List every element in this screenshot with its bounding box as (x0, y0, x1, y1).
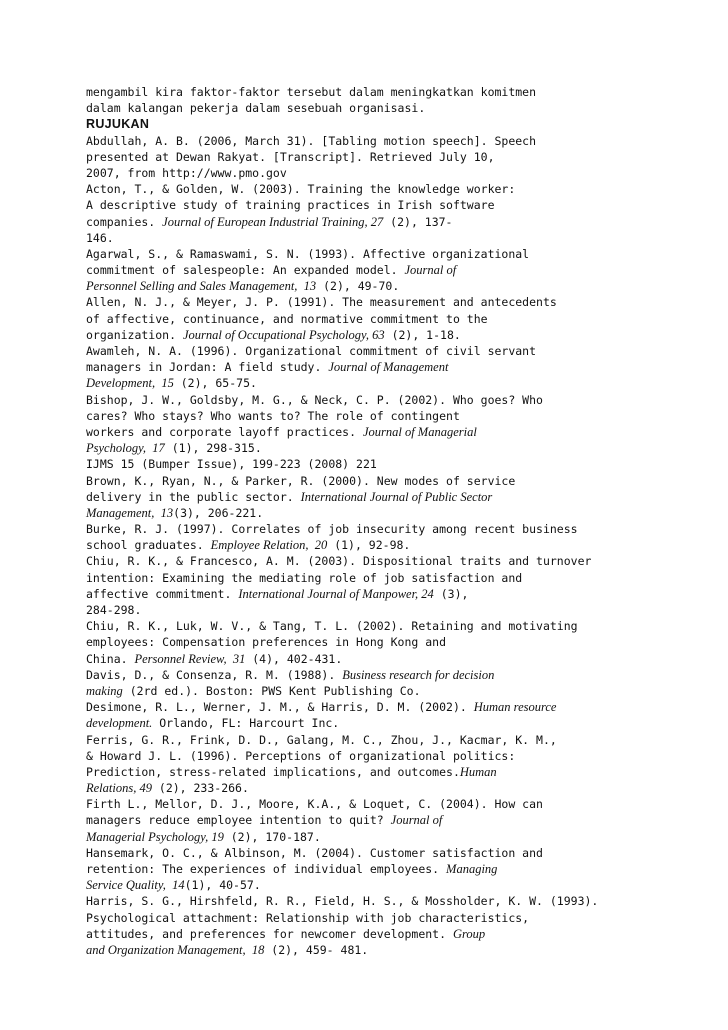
italic-segment: Personnel Review, 31 (134, 651, 246, 666)
text-segment: (2), 137- (383, 214, 453, 229)
reference-line (86, 893, 706, 909)
reference-line (86, 408, 706, 424)
italic-segment: Journal of (404, 263, 457, 278)
reference-line (86, 942, 706, 958)
italic-segment: Management, 13 (86, 505, 174, 520)
text-segment: Chiu, R. K., Luk, W. V., & Tang, T. L. (2002). Retaining and motivating (86, 619, 578, 634)
reference-line (86, 230, 706, 246)
text-segment: (2), 1-18. (384, 327, 461, 342)
reference-line (86, 926, 706, 942)
text-segment: Firth L., Mellor, D. J., Moore, K.A., & Loquet, C. (2004). How can (86, 797, 543, 812)
text-segment: Awamleh, N. A. (1996). Organizational commitment of civil servant (86, 344, 537, 358)
reference-line (86, 343, 706, 359)
text-segment: Allen, N. J., & Meyer, J. P. (1991). The measurement and antecedents (86, 295, 557, 310)
reference-line (86, 359, 706, 375)
italic-segment: making (86, 683, 123, 698)
text-segment: retention: The experiences of individual employees. (86, 862, 447, 876)
reference-line (86, 699, 706, 715)
text-segment: presented at Dewan Rakyat. [Transcript]. Retrieved July 10, (86, 149, 495, 164)
italic-segment: Personnel Selling and Sales Management, 13 (86, 279, 317, 294)
reference-line (86, 829, 706, 845)
reference-line (86, 537, 706, 553)
text-segment: (4), 402-431. (245, 651, 343, 666)
text-segment: attitudes, and preferences for newcomer development. (86, 926, 453, 941)
text-segment: (2), 233-266. (151, 781, 249, 796)
reference-line (86, 553, 706, 569)
reference-line (86, 570, 706, 586)
reference-line (86, 327, 706, 343)
text-segment: Davis, D., & Consenza, R. M. (1988). (86, 667, 343, 682)
text-segment: Chiu, R. K., & Francesco, A. M. (2003). Dispositional traits and turnover (86, 554, 592, 569)
text-segment: Acton, T., & Golden, W. (2003). Training the knowledge worker: (86, 182, 516, 197)
text-segment: of affective, continuance, and normative commitment to the (86, 311, 488, 326)
italic-segment: Psychology, 17 (86, 441, 165, 456)
intro-line: dalam kalangan pekerja dalam sesebuah organisasi. (86, 101, 426, 116)
text-segment: school graduates. (86, 538, 211, 553)
reference-line (86, 732, 706, 748)
text-segment: managers reduce employee intention to quit? (86, 813, 391, 828)
italic-segment: development. (86, 716, 153, 731)
reference-line (86, 214, 706, 230)
italic-segment: Human resource (473, 700, 557, 715)
reference-line (86, 877, 706, 893)
reference-line (86, 651, 706, 667)
reference-line (86, 845, 706, 861)
reference-line (86, 294, 706, 310)
text-segment: IJMS 15 (Bumper Issue), 199-223 (2008) 221 (86, 457, 377, 472)
italic-segment: Group (452, 926, 486, 941)
italic-segment: Journal of Occupational Psychology, 63 (182, 327, 385, 342)
reference-line (86, 392, 706, 408)
italic-segment: Human (459, 764, 497, 779)
reference-line (86, 861, 706, 877)
reference-line (86, 489, 706, 505)
text-segment: cares? Who stays? Who wants to? The role of contingent (86, 408, 460, 423)
reference-line (86, 618, 706, 634)
italic-segment: Business research for decision (342, 667, 495, 682)
reference-line (86, 586, 706, 602)
section-heading: RUJUKAN (86, 117, 150, 132)
text-segment: commitment of salespeople: An expanded model. (86, 263, 405, 278)
italic-segment: Journal of European Industrial Training, 27 (162, 214, 384, 229)
reference-line (86, 910, 706, 926)
text-segment: Burke, R. J. (1997). Correlates of job insecurity among recent business (86, 522, 578, 537)
text-segment: 146. (86, 230, 114, 245)
text-segment: (1), 92-98. (327, 538, 411, 553)
italic-segment: International Journal of Public Sector (300, 489, 493, 504)
italic-segment: Journal of Managerial (362, 424, 477, 439)
reference-line (86, 456, 706, 472)
reference-line (86, 683, 706, 699)
text-segment: workers and corporate layoff practices. (86, 424, 363, 439)
text-segment: Bishop, J. W., Goldsby, M. G., & Neck, C. P. (2002). Who goes? Who (86, 392, 543, 407)
reference-line (86, 181, 706, 197)
reference-line (86, 505, 706, 521)
text-segment: (2rd ed.). Boston: PWS Kent Publishing Co. (122, 683, 421, 698)
reference-line (86, 473, 706, 489)
reference-line (86, 715, 706, 731)
reference-line (86, 262, 706, 278)
text-segment: China. (86, 651, 135, 666)
text-segment: managers in Jordan: A field study. (86, 360, 329, 375)
text-segment: delivery in the public sector. (86, 489, 301, 504)
text-segment: & Howard J. L. (1996). Perceptions of organizational politics: (86, 748, 516, 763)
italic-segment: Managerial Psychology, 19 (86, 829, 224, 844)
text-segment: Psychological attachment: Relationship with job characteristics, (86, 910, 530, 925)
reference-line (86, 246, 706, 262)
page-body (86, 84, 706, 958)
italic-segment: International Journal of Manpower, 24 (238, 586, 434, 601)
text-segment: (3), 206-221. (173, 505, 264, 520)
text-segment: Harris, S. G., Hirshfeld, R. R., Field, H. S., & Mossholder, K. W. (1993). (86, 894, 599, 909)
text-segment: Agarwal, S., & Ramaswami, S. N. (1993). Affective organizational (86, 246, 530, 261)
text-segment: (1), 298-315. (164, 441, 262, 456)
text-segment: (2), 170-187. (223, 829, 321, 844)
text-segment: A descriptive study of training practices in Irish software (86, 198, 495, 213)
text-segment: Abdullah, A. B. (2006, March 31). [Tabling motion speech]. Speech (86, 133, 537, 148)
reference-line (86, 667, 706, 683)
text-segment: affective commitment. (86, 586, 239, 601)
text-segment: 2007, from http://www.pmo.gov (86, 165, 287, 180)
reference-line (86, 165, 706, 181)
text-segment: Brown, K., Ryan, N., & Parker, R. (2000). New modes of service (86, 473, 516, 488)
reference-line (86, 133, 706, 149)
text-segment: Hansemark, O. C., & Albinson, M. (2004). Customer satisfaction and (86, 845, 543, 860)
reference-line (86, 796, 706, 812)
text-segment: (1), 40-57. (184, 878, 261, 893)
text-segment: companies. (86, 214, 163, 229)
text-segment: employees: Compensation preferences in Hong Kong and (86, 635, 447, 650)
text-segment: intention: Examining the mediating role of job satisfaction and (86, 570, 523, 585)
reference-line (86, 634, 706, 650)
italic-segment: Journal of (390, 813, 443, 828)
reference-line (86, 197, 706, 213)
reference-line (86, 764, 706, 780)
text-segment: organization. (86, 327, 183, 342)
reference-line (86, 424, 706, 440)
reference-line (86, 780, 706, 796)
reference-line (86, 375, 706, 391)
italic-segment: and Organization Management, 18 (86, 942, 265, 957)
italic-segment: Employee Relation, 20 (210, 538, 328, 553)
reference-line (86, 278, 706, 294)
text-segment: Orlando, FL: Harcourt Inc. (152, 716, 340, 731)
reference-line (86, 440, 706, 456)
reference-list (86, 133, 706, 959)
text-segment: (3), (433, 586, 469, 601)
text-segment: (2), 65-75. (173, 376, 257, 391)
reference-line (86, 521, 706, 537)
text-segment: Desimone, R. L., Werner, J. M., & Harris, D. M. (2002). (86, 700, 474, 715)
reference-line (86, 602, 706, 618)
intro-line: mengambil kira faktor-faktor tersebut dalam meningkatkan komitmen (86, 85, 537, 99)
text-segment: (2), 459- 481. (264, 942, 369, 957)
text-segment: (2), 49-70. (316, 279, 400, 294)
text-segment: Ferris, G. R., Frink, D. D., Galang, M. C., Zhou, J., Kacmar, K. M., (86, 732, 557, 747)
text-segment: Prediction, stress-related implications, and outcomes. (86, 764, 460, 779)
reference-line (86, 748, 706, 764)
italic-segment: Development, 15 (86, 376, 174, 391)
italic-segment: Relations, 49 (86, 781, 152, 796)
italic-segment: Service Quality, 14 (86, 878, 185, 893)
reference-line (86, 812, 706, 828)
italic-segment: Managing (446, 862, 498, 876)
reference-line (86, 311, 706, 327)
italic-segment: Journal of Management (328, 360, 449, 375)
text-segment: 284-298. (86, 603, 142, 617)
reference-line (86, 149, 706, 165)
